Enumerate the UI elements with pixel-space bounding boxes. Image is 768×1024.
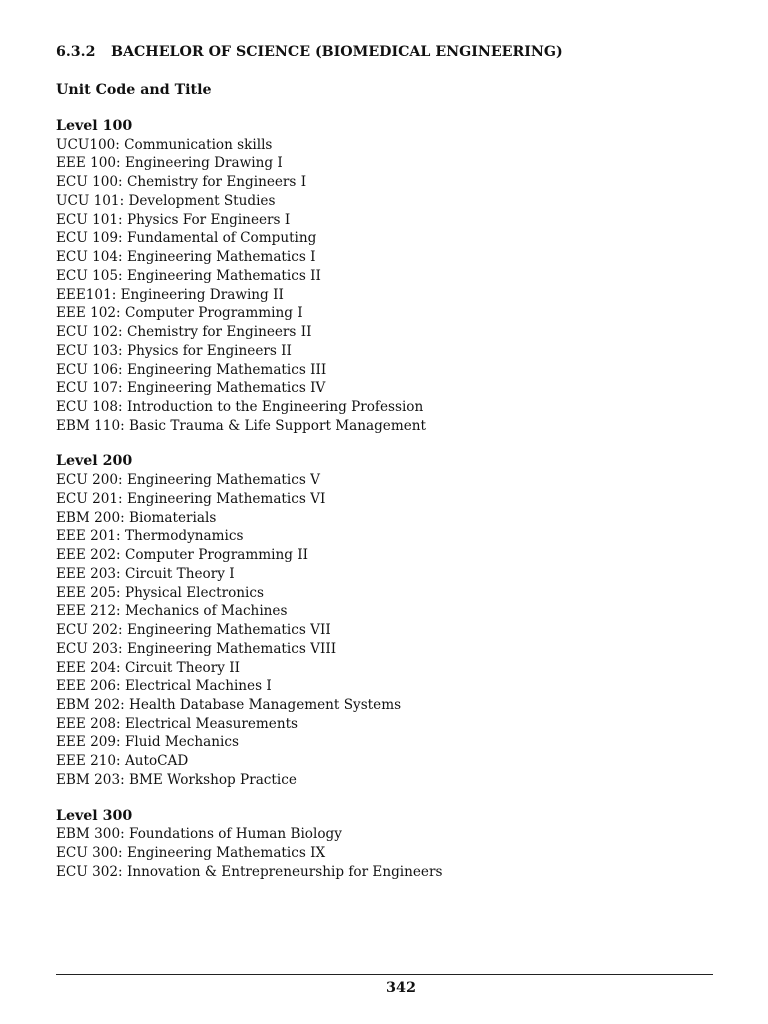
course-item: ECU 203: Engineering Mathematics VIII xyxy=(56,640,337,657)
course-item: ECU 107: Engineering Mathematics IV xyxy=(56,380,326,397)
levels-container xyxy=(56,117,716,882)
course-list xyxy=(56,136,716,436)
course-item: UCU 101: Development Studies xyxy=(56,192,276,209)
level-title: Level 300 xyxy=(56,807,133,824)
level-title: Level 200 xyxy=(56,453,133,470)
course-item: EEE 204: Circuit Theory II xyxy=(56,659,240,676)
course-item: ECU 106: Engineering Mathematics III xyxy=(56,361,327,378)
course-item: ECU 108: Introduction to the Engineering Profession xyxy=(56,398,424,415)
course-item: UCU100: Communication skills xyxy=(56,136,273,153)
course-list xyxy=(56,471,716,789)
course-list xyxy=(56,825,716,881)
page-number: 342 xyxy=(385,979,417,996)
course-item: ECU 104: Engineering Mathematics I xyxy=(56,249,316,266)
course-item: ECU 202: Engineering Mathematics VII xyxy=(56,622,331,639)
course-item: EEE 102: Computer Programming I xyxy=(56,305,303,322)
course-item: ECU 100: Chemistry for Engineers I xyxy=(56,174,307,191)
course-item: EEE 203: Circuit Theory I xyxy=(56,565,235,582)
course-item: ECU 200: Engineering Mathematics V xyxy=(56,472,320,489)
course-item: EEE 100: Engineering Drawing I xyxy=(56,155,283,172)
course-item: ECU 300: Engineering Mathematics IX xyxy=(56,845,326,862)
course-item: EEE 205: Physical Electronics xyxy=(56,584,264,601)
document-page xyxy=(56,42,716,882)
level-section xyxy=(56,117,716,435)
course-item: EBM 110: Basic Trauma & Life Support Management xyxy=(56,417,427,434)
course-item: EEE 210: AutoCAD xyxy=(56,753,189,770)
section-heading xyxy=(56,42,716,62)
course-item: EEE 206: Electrical Machines I xyxy=(56,678,272,695)
course-item: EBM 202: Health Database Management Systems xyxy=(56,696,402,713)
course-item: EEE101: Engineering Drawing II xyxy=(56,286,284,303)
course-item: EBM 200: Biomaterials xyxy=(56,509,217,526)
footer-rule xyxy=(56,974,713,975)
unit-code-heading: Unit Code and Title xyxy=(56,82,212,98)
course-item: ECU 201: Engineering Mathematics VI xyxy=(56,490,326,507)
course-item: ECU 101: Physics For Engineers I xyxy=(56,211,291,228)
course-item: ECU 109: Fundamental of Computing xyxy=(56,230,317,247)
level-section xyxy=(56,452,716,789)
course-item: EEE 209: Fluid Mechanics xyxy=(56,734,239,751)
section-number: 6.3.2 xyxy=(56,44,96,60)
level-section xyxy=(56,807,716,882)
section-title: BACHELOR OF SCIENCE (BIOMEDICAL ENGINEERING) xyxy=(111,44,563,60)
course-item: EEE 202: Computer Programming II xyxy=(56,547,308,564)
course-item: EEE 212: Mechanics of Machines xyxy=(56,603,288,620)
course-item: ECU 105: Engineering Mathematics II xyxy=(56,267,321,284)
course-item: EBM 300: Foundations of Human Biology xyxy=(56,826,342,843)
course-item: ECU 102: Chemistry for Engineers II xyxy=(56,324,312,341)
course-item: ECU 103: Physics for Engineers II xyxy=(56,342,292,359)
level-title: Level 100 xyxy=(56,118,133,134)
course-item: EEE 208: Electrical Measurements xyxy=(56,715,299,732)
course-item: ECU 302: Innovation & Entrepreneurship for Engineers xyxy=(56,863,443,880)
course-item: EEE 201: Thermodynamics xyxy=(56,528,244,545)
course-item: EBM 203: BME Workshop Practice xyxy=(56,771,297,788)
